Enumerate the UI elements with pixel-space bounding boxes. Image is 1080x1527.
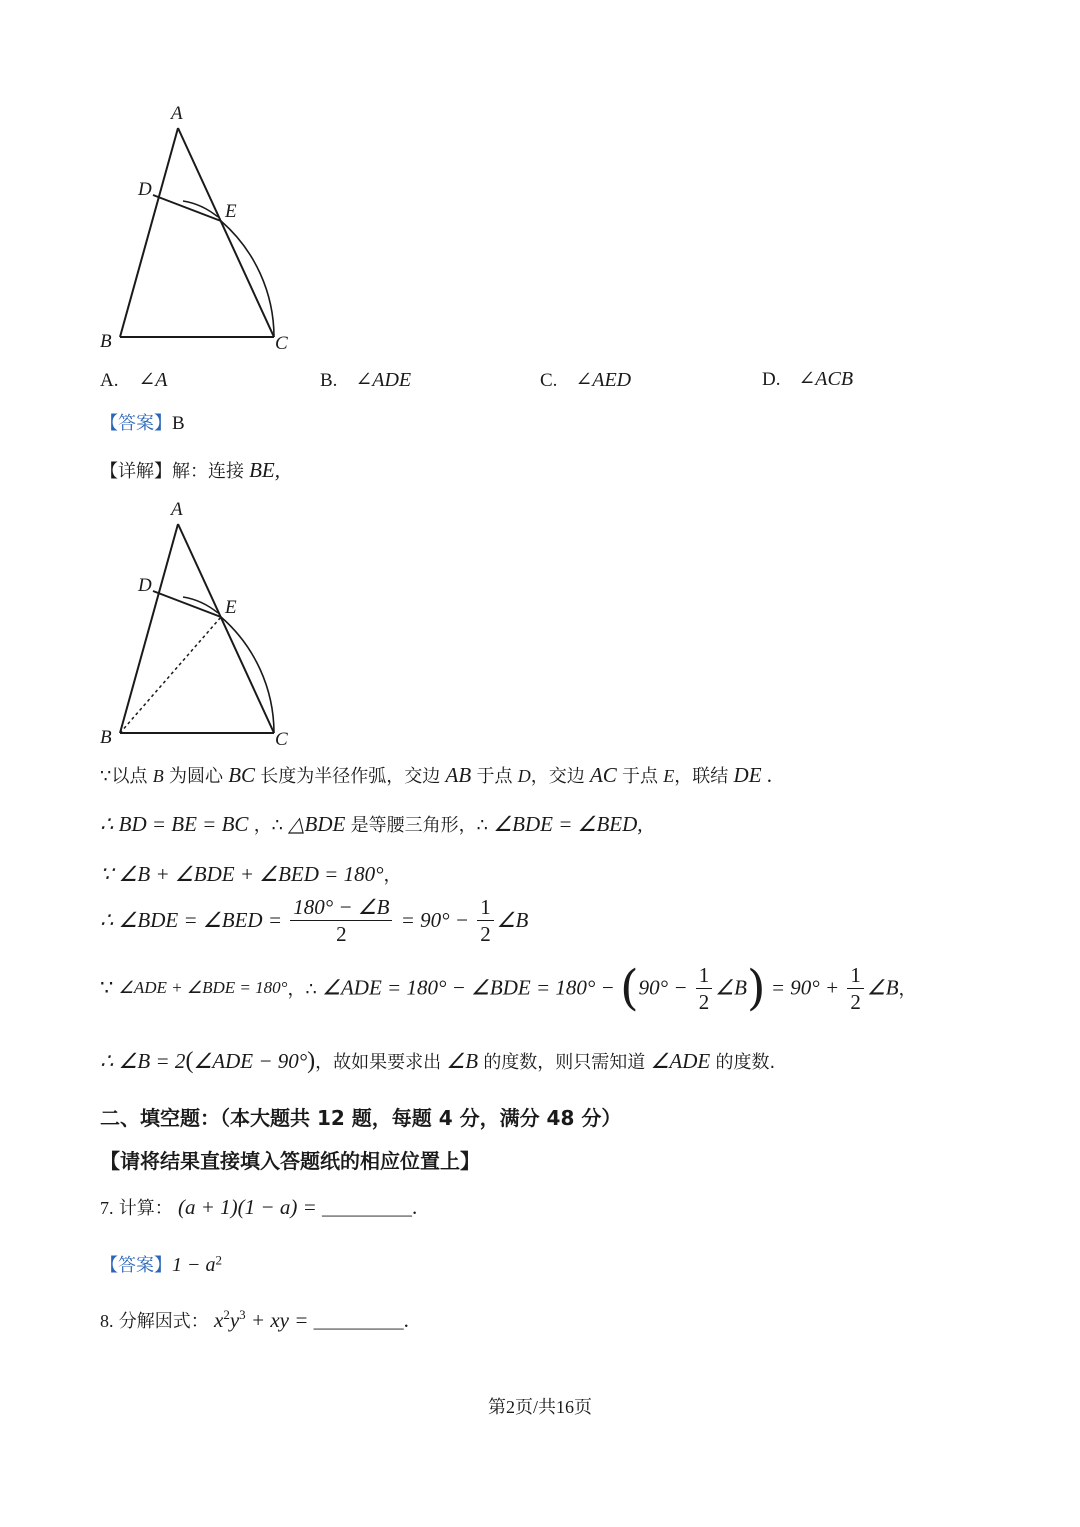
label-a: A — [171, 103, 183, 124]
answer-blank: __________ — [322, 1198, 412, 1218]
detail-intro: 解：连接 — [172, 461, 244, 482]
detail-tag: 【详解】 — [100, 461, 172, 482]
math: AB — [445, 763, 472, 787]
text: 为圆心 — [168, 766, 223, 787]
left-paren: ( — [619, 960, 639, 1016]
question-label: 分解因式： — [118, 1311, 209, 1332]
label-c: C — [275, 729, 288, 750]
triangle-arc-diagram-with-be — [90, 496, 320, 756]
math: ∠B — [496, 908, 529, 932]
math: ∠ADE + ∠BDE = 180° — [118, 978, 288, 997]
label-b: B — [100, 727, 112, 748]
text: ，∴ — [253, 815, 284, 836]
math: ∠ADE − 90° — [193, 1049, 308, 1073]
figure-2 — [90, 496, 320, 756]
math: 90° − — [638, 975, 688, 1000]
math: ∠BDE = ∠BED, — [493, 812, 643, 836]
fraction — [696, 962, 713, 1015]
option-d — [762, 366, 853, 391]
answer-tag: 【答案】 — [100, 1255, 172, 1276]
text: ，故如果要求出 — [315, 1052, 442, 1073]
math: ∠B — [715, 975, 747, 1000]
side-ab — [120, 524, 178, 733]
math: AC — [589, 763, 617, 787]
label-d: D — [138, 179, 152, 200]
denominator: 2 — [850, 989, 861, 1014]
text: 的度数. — [715, 1052, 776, 1073]
superscript: 3 — [239, 1307, 246, 1322]
step-2 — [100, 811, 643, 837]
step-1 — [100, 762, 772, 788]
text: 于点 — [622, 766, 659, 787]
fraction — [290, 894, 392, 947]
option-letter: B. — [320, 370, 338, 391]
option-a — [100, 367, 168, 392]
label-e: E — [225, 597, 237, 618]
question-number: 8. — [100, 1311, 114, 1331]
step-3 — [100, 861, 401, 887]
page-footer: 第2页/共16页 — [487, 1397, 592, 1417]
question-number: 7. — [100, 1198, 114, 1218]
math: ∠B — [446, 1049, 479, 1073]
option-letter: A. — [100, 370, 119, 391]
section-instruction: 【请将结果直接填入答题纸的相应位置上】 — [100, 1149, 480, 1173]
option-c — [540, 367, 631, 392]
text: ，联结 — [674, 766, 729, 787]
text: ，交边 — [530, 766, 585, 787]
label-a: A — [171, 499, 183, 520]
numerator: 180° − ∠B — [290, 894, 392, 921]
text: ∵ — [100, 975, 114, 1000]
math: (a + 1)(1 − a) = — [178, 1195, 317, 1219]
side-ab — [120, 128, 178, 337]
math: BC — [228, 763, 256, 787]
math: B — [152, 766, 164, 786]
label-d: D — [138, 575, 152, 596]
option-text: ∠ACB — [798, 368, 854, 390]
step-4 — [100, 894, 528, 947]
right-paren: ) — [746, 960, 766, 1016]
triangle-arc-diagram — [90, 100, 320, 360]
option-text: ∠A — [138, 369, 168, 391]
side-ac — [178, 128, 274, 337]
section-title: 二、填空题：（本大题共 12 题，每题 4 分，满分 48 分） — [100, 1106, 622, 1130]
fraction — [477, 894, 494, 947]
text: . — [403, 1308, 409, 1332]
answer-tag: 【答案】 — [100, 413, 172, 434]
answer-value: 1 − a — [172, 1254, 216, 1276]
math: ∠ADE — [650, 1049, 711, 1073]
side-ac — [178, 524, 274, 733]
math: ∠B — [866, 975, 899, 1000]
detail-line — [100, 457, 280, 483]
denominator: 2 — [336, 922, 347, 946]
math: = 90° − — [400, 908, 469, 932]
math: ∴ BD = BE = BC — [100, 812, 249, 836]
math: ∴ ∠BDE = ∠BED = — [100, 908, 282, 932]
numerator: 1 — [477, 894, 494, 921]
text: ∵以点 — [100, 766, 148, 787]
answer-line — [100, 1251, 222, 1277]
figure-1 — [90, 100, 320, 360]
math: DE — [733, 763, 762, 787]
text: 长度为半径作弧，交边 — [260, 766, 441, 787]
math: + xy = — [250, 1308, 309, 1332]
text: 于点 — [476, 766, 513, 787]
question-8 — [100, 1307, 409, 1333]
option-text: ∠ADE — [355, 369, 412, 391]
math: = 90° + — [770, 975, 840, 1000]
answer-value: B — [172, 413, 185, 434]
option-b — [320, 367, 411, 392]
answer-line — [100, 409, 185, 435]
math: ∵ ∠B + ∠BDE + ∠BED = 180° — [100, 862, 384, 886]
numerator: 1 — [696, 962, 713, 989]
detail-intro-math: BE, — [249, 458, 280, 482]
math: x — [214, 1308, 224, 1332]
option-letter: D. — [762, 369, 781, 390]
step-5 — [100, 960, 917, 1016]
math: △BDE — [288, 812, 346, 836]
denominator: 2 — [698, 989, 710, 1014]
math: ∠ADE = 180° − ∠BDE = 180° − — [322, 975, 615, 1000]
math: D — [517, 766, 531, 786]
option-letter: C. — [540, 370, 558, 391]
option-text: ∠AED — [575, 369, 632, 391]
denominator: 2 — [480, 922, 491, 946]
answer-blank: __________ — [313, 1311, 404, 1331]
math: ∴ ∠B = 2 — [100, 1049, 186, 1073]
text: . — [766, 763, 773, 787]
question-label: 计算： — [118, 1198, 173, 1219]
math: E — [663, 766, 675, 786]
question-7 — [100, 1194, 417, 1220]
text: 是等腰三角形，∴ — [350, 815, 489, 836]
text: . — [412, 1195, 418, 1219]
superscript: 2 — [215, 1252, 222, 1268]
text: 的度数，则只需知道 — [483, 1052, 646, 1073]
text: ， — [898, 979, 917, 1000]
text: ，∴ — [287, 979, 317, 1000]
step-6: ∴ ∠B = 2(∠ADE − 90°)，故如果要求出 ∠B 的度数，则只需知道 ∠ADE 的度数. — [100, 1048, 776, 1074]
label-b: B — [100, 331, 112, 352]
superscript: 2 — [223, 1307, 230, 1322]
numerator: 1 — [847, 962, 864, 989]
math: y — [229, 1308, 240, 1332]
label-c: C — [275, 333, 288, 354]
text: ， — [383, 865, 402, 886]
label-e: E — [225, 201, 237, 222]
fraction — [847, 962, 864, 1015]
